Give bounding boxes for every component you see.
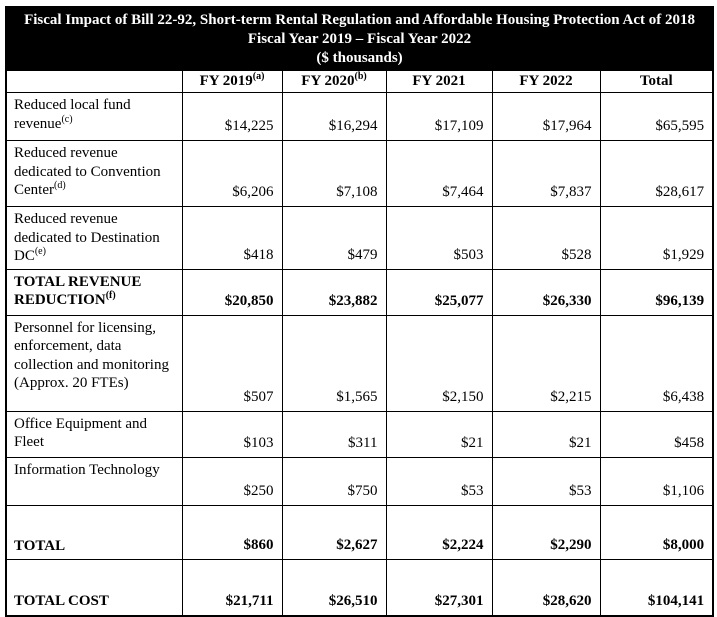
column-header-row <box>6 71 713 93</box>
column-header-label: FY 2022 <box>519 73 573 90</box>
column-header-label: FY 2020 <box>301 73 355 90</box>
table-row <box>6 141 713 207</box>
table-row <box>6 412 713 458</box>
column-header-fy-2020 <box>282 71 386 93</box>
column-header-total <box>600 71 713 93</box>
cell-value: $507 <box>182 316 282 412</box>
cell-value: $28,620 <box>492 560 600 616</box>
table-row <box>6 316 713 412</box>
row-label <box>6 506 182 560</box>
row-label-text: Information Technology <box>14 462 160 479</box>
column-header-label: Total <box>639 73 673 90</box>
table-row <box>6 93 713 141</box>
row-label-text: Reduced revenue dedicated to Destination DC <box>14 211 160 264</box>
table-row <box>6 560 713 616</box>
column-header-superscript: (a) <box>252 71 265 83</box>
fiscal-impact-table <box>5 6 714 617</box>
cell-value: $503 <box>386 207 492 270</box>
cell-value: $7,108 <box>282 141 386 207</box>
cell-value: $53 <box>386 458 492 506</box>
row-label-text: Office Equipment and Fleet <box>14 416 148 451</box>
cell-value: $7,464 <box>386 141 492 207</box>
row-label-superscript: (e) <box>34 245 46 257</box>
row-label <box>6 412 182 458</box>
cell-value: $25,077 <box>386 270 492 316</box>
column-header-fy-2021 <box>386 71 492 93</box>
cell-value: $14,225 <box>182 93 282 141</box>
cell-value: $104,141 <box>600 560 713 616</box>
table-body <box>6 93 713 616</box>
cell-value: $7,837 <box>492 141 600 207</box>
table-row <box>6 458 713 506</box>
column-header-fy-2022 <box>492 71 600 93</box>
row-label-superscript: (c) <box>61 113 73 125</box>
cell-value: $53 <box>492 458 600 506</box>
cell-value: $6,438 <box>600 316 713 412</box>
title-band-row <box>6 7 713 71</box>
row-label <box>6 207 182 270</box>
cell-value: $65,595 <box>600 93 713 141</box>
title-line-1: Fiscal Impact of Bill 22-92, Short-term Rental Regulation and Affordable Housing Protection Act of 2018 <box>24 12 695 28</box>
row-label-superscript: (f) <box>105 290 116 302</box>
column-header-superscript: (b) <box>354 71 367 83</box>
cell-value: $20,850 <box>182 270 282 316</box>
cell-value: $26,510 <box>282 560 386 616</box>
cell-value: $2,150 <box>386 316 492 412</box>
cell-value: $8,000 <box>600 506 713 560</box>
cell-value: $2,290 <box>492 506 600 560</box>
cell-value: $458 <box>600 412 713 458</box>
row-label <box>6 316 182 412</box>
table-title <box>6 7 713 71</box>
column-header-fy-2019 <box>182 71 282 93</box>
table-row <box>6 270 713 316</box>
column-header-label: FY 2019 <box>199 73 253 90</box>
cell-value: $17,109 <box>386 93 492 141</box>
row-label-text: TOTAL <box>14 537 66 554</box>
row-label-text: Personnel for licensing, enforcement, data collection and monitoring (Approx. 20 FTEs) <box>14 320 169 392</box>
cell-value: $96,139 <box>600 270 713 316</box>
cell-value: $2,224 <box>386 506 492 560</box>
cell-value: $418 <box>182 207 282 270</box>
cell-value: $2,627 <box>282 506 386 560</box>
cell-value: $750 <box>282 458 386 506</box>
cell-value: $311 <box>282 412 386 458</box>
cell-value: $26,330 <box>492 270 600 316</box>
row-label-text: Reduced revenue dedicated to Convention Center <box>14 145 161 198</box>
table-row <box>6 207 713 270</box>
cell-value: $860 <box>182 506 282 560</box>
cell-value: $103 <box>182 412 282 458</box>
cell-value: $479 <box>282 207 386 270</box>
cell-value: $23,882 <box>282 270 386 316</box>
cell-value: $1,106 <box>600 458 713 506</box>
row-label <box>6 141 182 207</box>
title-line-3: ($ thousands) <box>316 49 403 66</box>
row-label <box>6 93 182 141</box>
row-label-text: TOTAL REVENUE REDUCTION <box>14 274 142 309</box>
row-label-text: TOTAL COST <box>14 593 109 610</box>
table-row <box>6 506 713 560</box>
cell-value: $1,929 <box>600 207 713 270</box>
row-label <box>6 270 182 316</box>
cell-value: $21,711 <box>182 560 282 616</box>
cell-value: $27,301 <box>386 560 492 616</box>
row-label-superscript: (d) <box>53 179 66 191</box>
cell-value: $250 <box>182 458 282 506</box>
corner-cell <box>6 71 182 93</box>
cell-value: $21 <box>386 412 492 458</box>
row-label <box>6 560 182 616</box>
row-label <box>6 458 182 506</box>
cell-value: $28,617 <box>600 141 713 207</box>
cell-value: $6,206 <box>182 141 282 207</box>
cell-value: $16,294 <box>282 93 386 141</box>
cell-value: $17,964 <box>492 93 600 141</box>
cell-value: $2,215 <box>492 316 600 412</box>
title-line-2: Fiscal Year 2019 – Fiscal Year 2022 <box>247 30 472 47</box>
cell-value: $1,565 <box>282 316 386 412</box>
cell-value: $528 <box>492 207 600 270</box>
column-header-label: FY 2021 <box>412 73 466 90</box>
cell-value: $21 <box>492 412 600 458</box>
row-label-text: Reduced local fund revenue <box>14 97 131 132</box>
